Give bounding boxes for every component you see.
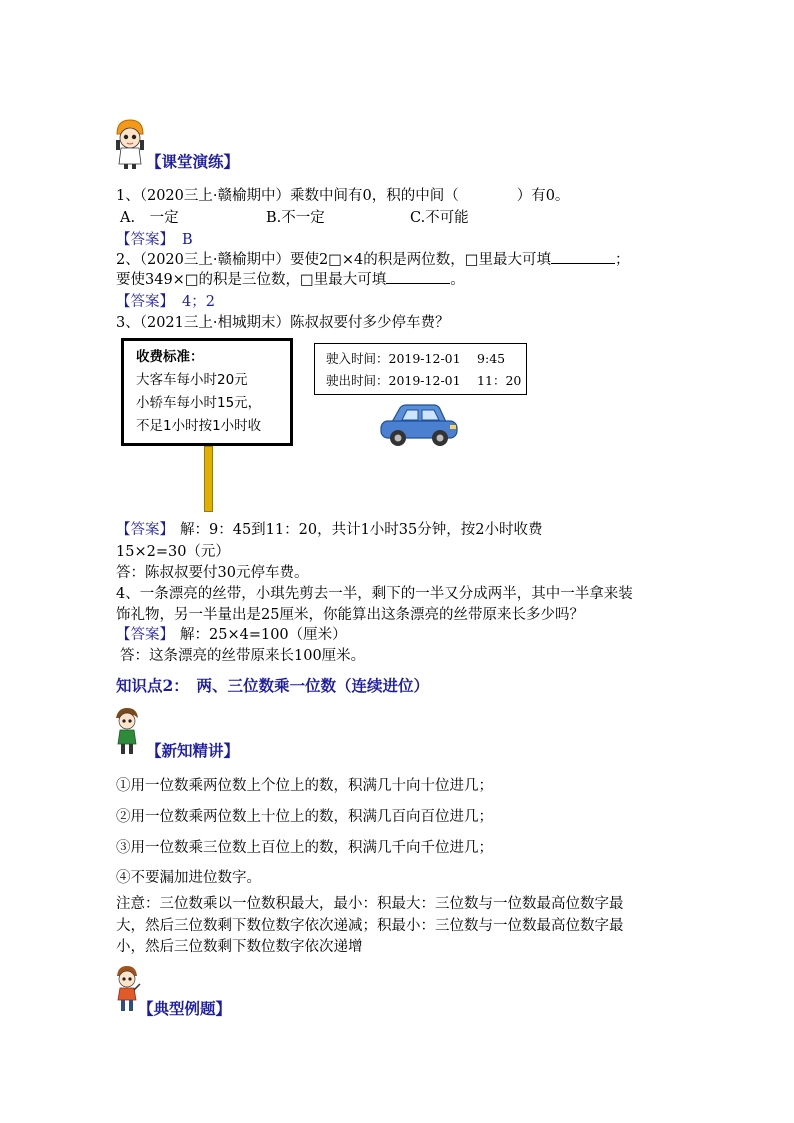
- sign-line: 大客车每小时20元: [136, 372, 248, 388]
- boy-mascot-icon: [112, 706, 142, 760]
- answer-label: 【答案】: [116, 627, 174, 643]
- note-line-3: 小，然后三位数剩下数位数字依次递增: [116, 939, 363, 955]
- sign-line: 小轿车每小时15元，: [136, 395, 262, 411]
- question-4-line-2: 饰礼物，另一半量出是25厘米，你能算出这条漂亮的丝带原来长多少吗？: [116, 607, 584, 623]
- q1-option-b: B.不一定: [266, 210, 325, 226]
- q2-answer: [116, 290, 215, 311]
- section-title-new-knowledge: 【新知精讲】: [146, 741, 240, 760]
- answer-blank[interactable]: [386, 283, 450, 284]
- time-box: [314, 343, 527, 395]
- answer-text: 解：25×4=100（厘米）: [180, 627, 347, 643]
- question-4-line-1: 4、一条漂亮的丝带，小琪先剪去一半，剩下的一半又分成两半，其中一半拿来装: [116, 586, 633, 602]
- answer-text: 解：9：45到11：20，共计1小时35分钟，按2小时收费: [180, 522, 543, 538]
- car-icon: [378, 400, 460, 452]
- fee-sign: [121, 338, 293, 446]
- question-1: 1、（2020三上·赣榆期中）乘数中间有0，积的中间（ ）有0。: [116, 188, 570, 204]
- q1-option-a: A. 一定: [120, 210, 179, 226]
- question-2-line-1: [116, 248, 629, 269]
- section-title-examples: 【典型例题】: [138, 999, 232, 1018]
- sign-line: 不足1小时按1小时收: [136, 418, 262, 434]
- answer-blank[interactable]: [551, 263, 615, 264]
- sign-title: 收费标准：: [136, 349, 204, 365]
- question-2-text-2: 要使349×□的积是三位数，□里最大可填: [116, 272, 387, 288]
- question-2-line-2: [116, 268, 465, 289]
- question-3: 3、（2021三上·相城期末）陈叔叔要付多少停车费？: [116, 315, 450, 331]
- q3-answer: [116, 518, 542, 539]
- q3-conclusion: 答：陈叔叔要付30元停车费。: [116, 565, 309, 581]
- rule-1: ①用一位数乘两位数上个位上的数，积满几十向十位进几；: [116, 778, 493, 794]
- entry-time: 驶入时间：2019-12-01 9:45: [326, 351, 506, 366]
- exit-time: 驶出时间：2019-12-01 11：20: [326, 373, 522, 388]
- punct: ；: [614, 252, 630, 268]
- answer-label: 【答案】: [116, 232, 174, 248]
- answer-label: 【答案】: [116, 522, 174, 538]
- answer-value: B: [182, 232, 193, 248]
- question-2-text: 2、（2020三上·赣榆期中）要使2□×4的积是两位数，□里最大可填: [116, 252, 551, 268]
- sign-post: [204, 446, 213, 512]
- rule-4: ④不要漏加进位数字。: [116, 870, 261, 886]
- punct: 。: [450, 272, 465, 288]
- answer-label: 【答案】: [116, 294, 174, 310]
- q3-calculation: 15×2=30（元）: [116, 544, 230, 560]
- note-line-2: 大，然后三位数剩下数位数字依次递减；积最小：三位数与一位数最高位数字最: [116, 918, 624, 934]
- q4-answer: [116, 623, 347, 644]
- note-line-1: 注意：三位数乘以一位数积最大，最小：积最大：三位数与一位数最高位数字最: [116, 896, 624, 912]
- q1-answer: [116, 228, 193, 249]
- girl-mascot-icon: [112, 118, 148, 174]
- q1-option-c: C.不可能: [410, 210, 469, 226]
- knowledge-point-title: 知识点2： 两、三位数乘一位数（连续进位）: [116, 676, 430, 695]
- answer-value: 4；2: [182, 294, 215, 310]
- rule-3: ③用一位数乘三位数上百位上的数，积满几千向千位进几；: [116, 840, 493, 856]
- section-title-practice: 【课堂演练】: [146, 152, 240, 171]
- rule-2: ②用一位数乘两位数上十位上的数，积满几百向百位进几；: [116, 809, 493, 825]
- q4-conclusion: 答：这条漂亮的丝带原来长100厘米。: [120, 648, 366, 664]
